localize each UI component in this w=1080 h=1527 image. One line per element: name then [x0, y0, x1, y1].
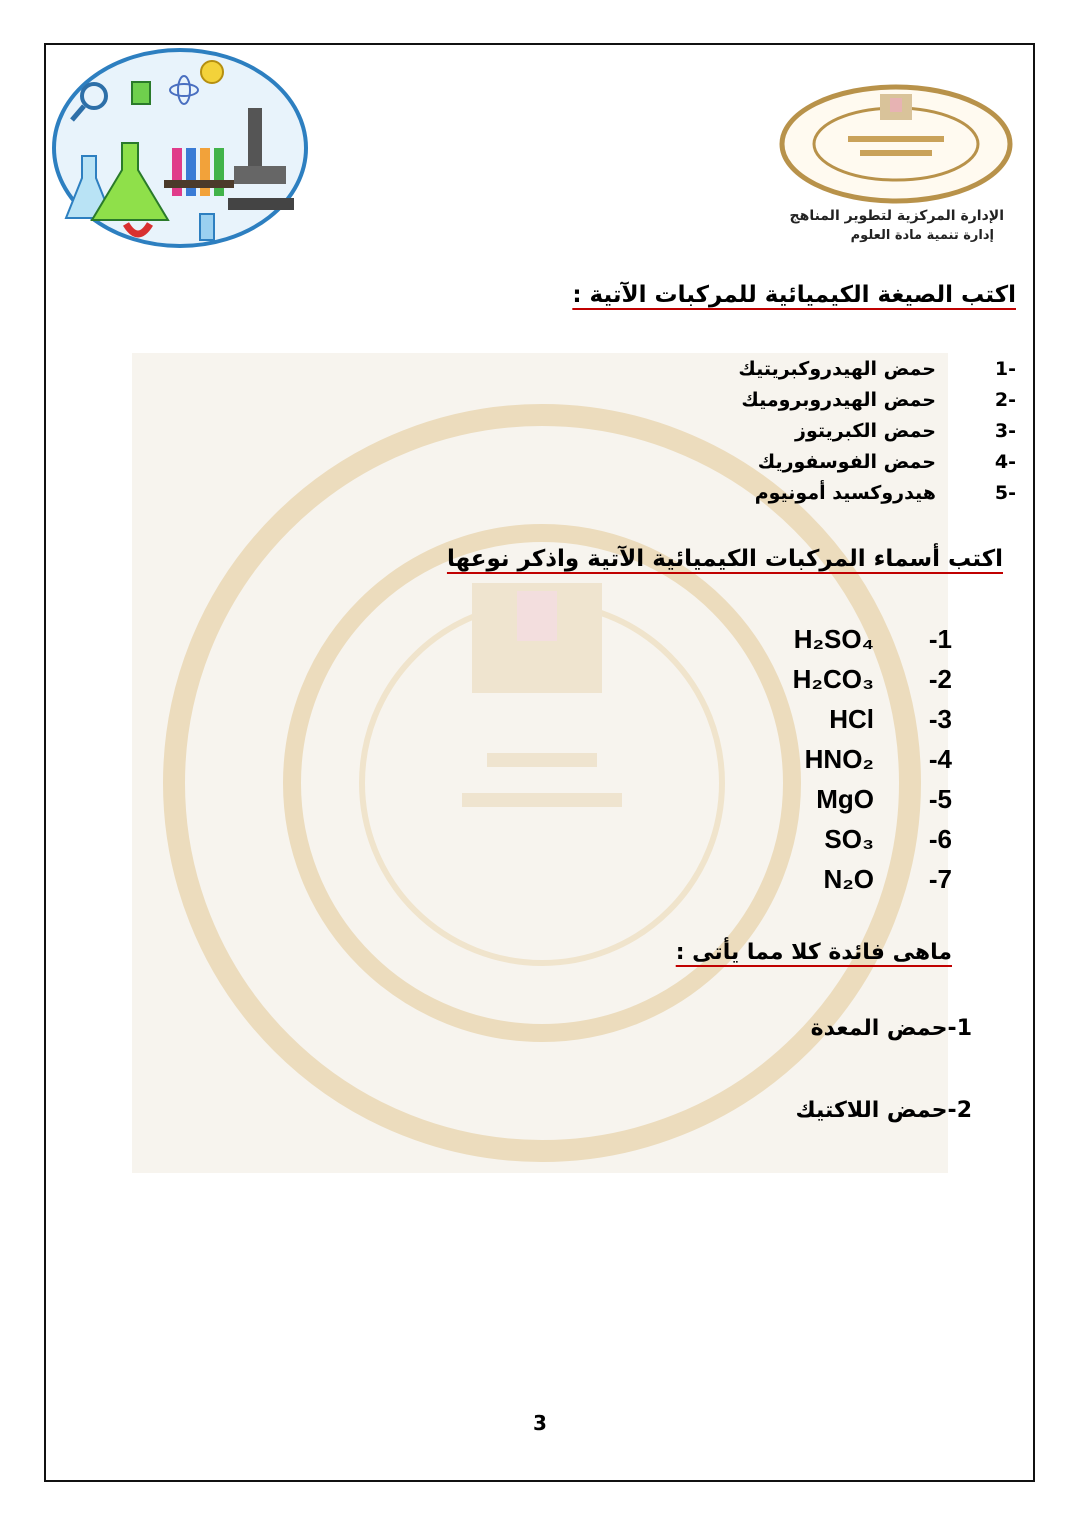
compound-formula: MgO [816, 784, 874, 814]
q1-item [795, 420, 1016, 442]
q3-item-number: 1- [947, 1016, 972, 1041]
ministry-logo [778, 84, 1014, 204]
compound-formula: HCl [829, 704, 874, 734]
q1-item-text: حمض الهيدروبروميك [741, 389, 936, 411]
q3-item [796, 1098, 972, 1123]
question-2-title: اكتب أسماء المركبات الكيميائية الآتية واذكر نوعها [446, 546, 1003, 572]
q1-item [738, 358, 1016, 380]
q2-item-number: -1 [928, 624, 952, 654]
q2-item [732, 624, 952, 660]
q1-item-number: -4 [994, 451, 1016, 473]
q1-item [758, 451, 1016, 473]
compound-formula: SO₃ [824, 824, 874, 854]
q1-item-text: حمض الفوسفوريك [757, 451, 936, 473]
q2-item [732, 744, 952, 780]
compound-formula: HNO₂ [804, 744, 874, 774]
q1-item-number: -1 [994, 358, 1016, 380]
question-3-title: ماهى فائدة كلا مما يأتى : [675, 940, 952, 965]
page-number: 3 [533, 1411, 547, 1435]
q1-item [755, 482, 1016, 504]
question-1-title: اكتب الصيغة الكيميائية للمركبات الآتية : [572, 282, 1016, 308]
q3-item-text: حمض المعدة [810, 1016, 948, 1041]
q3-item-number: 2- [947, 1098, 972, 1123]
compound-formula: N₂O [823, 864, 874, 894]
q1-item-number: -5 [994, 482, 1016, 504]
department-name-line2: إدارة تنمية مادة العلوم [850, 228, 994, 243]
q2-item [732, 784, 952, 820]
q2-item-number: -2 [928, 664, 952, 694]
q1-item-number: -2 [994, 389, 1016, 411]
q3-item-text: حمض اللاكتيك [795, 1098, 948, 1123]
q3-item [811, 1016, 972, 1041]
q1-item [741, 389, 1016, 411]
q2-item-number: -3 [928, 704, 952, 734]
q1-item-text: حمض الهيدروكبريتيك [738, 358, 936, 380]
q2-item-number: -6 [928, 824, 952, 854]
q2-item-number: -5 [928, 784, 952, 814]
science-lab-logo [52, 48, 308, 248]
q2-item [732, 864, 952, 900]
q2-item-number: -7 [928, 864, 952, 894]
q1-item-text: هيدروكسيد أمونيوم [754, 482, 936, 504]
q2-item [732, 664, 952, 700]
q2-item [732, 704, 952, 740]
q1-item-number: -3 [994, 420, 1016, 442]
department-name-line1: الإدارة المركزية لتطوير المناهج [789, 208, 1004, 224]
q2-item [732, 824, 952, 860]
q2-item-number: -4 [928, 744, 952, 774]
compound-formula: H₂SO₄ [793, 624, 874, 654]
q1-item-text: حمض الكبريتوز [795, 420, 936, 442]
compound-formula: H₂CO₃ [792, 664, 874, 694]
